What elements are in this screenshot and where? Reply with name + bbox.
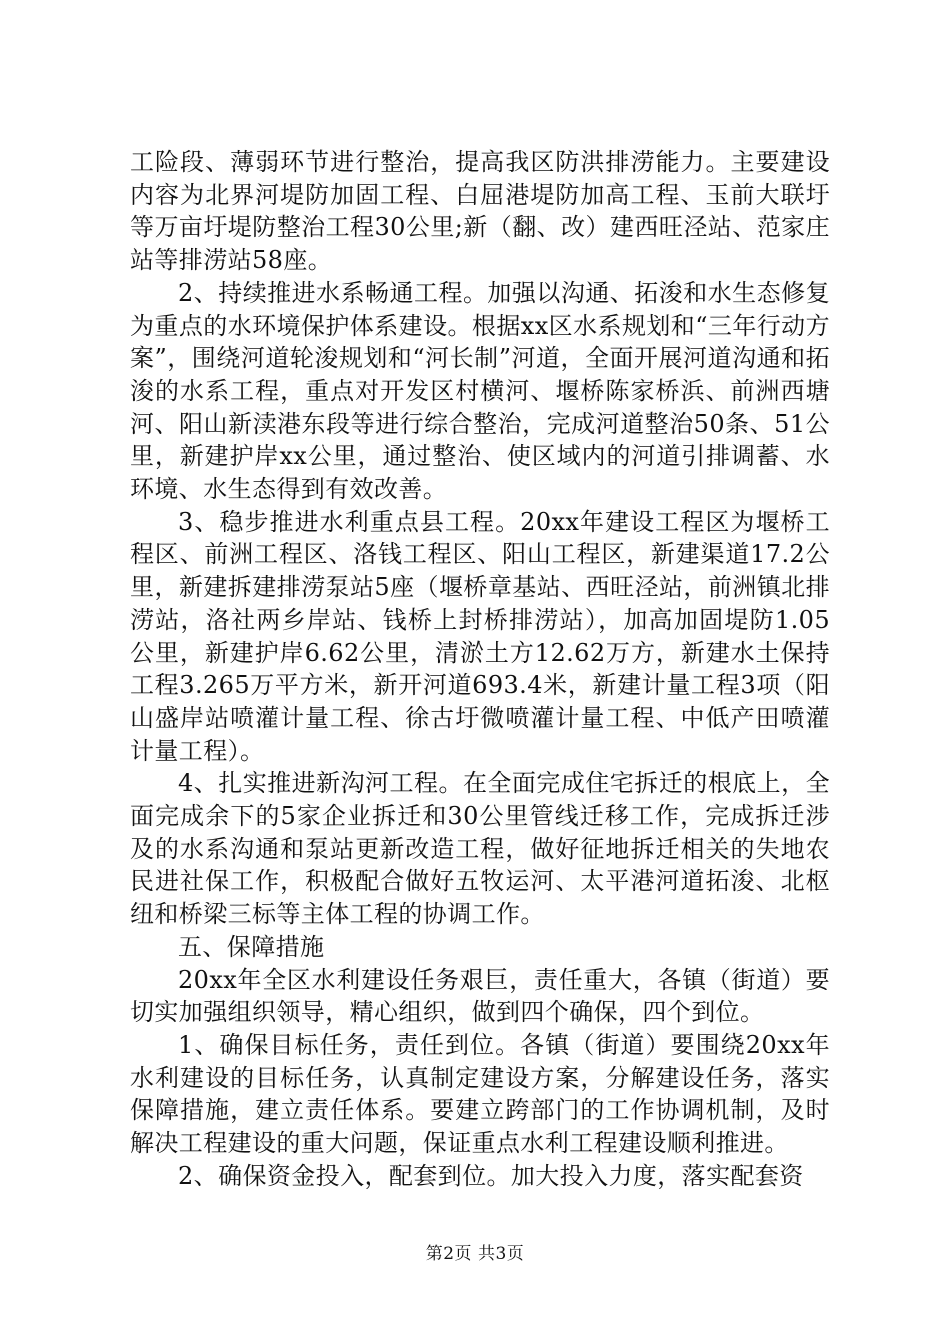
paragraph-key-county: 3、稳步推进水利重点县工程。20xx年建设工程区为堰桥工程区、前洲工程区、洛钱工程区、阳山工程区，新建渠道17.2公里，新建拆建排涝泵站5座（堰桥章基站、西旺泾站，前洲镇北排涝站，洛社两乡岸站、钱桥上封桥排涝站），加高加固堤防1.05公里，新建护岸6.62公里，清淤土方12.62万方，新建水土保持工程3.265万平方米，新开河道693.4米，新建计量工程3项（阳山盛岸站喷灌计量工程、徐古圩微喷灌计量工程、中低产田喷灌计量工程）。 bbox=[130, 507, 830, 765]
section-heading-safeguards: 五、保障措施 bbox=[178, 932, 325, 961]
paragraph-target-tasks: 1、确保目标任务，责任到位。各镇（街道）要围绕20xx年水利建设的目标任务，认真制定建设方案，分解建设任务，落实保障措施，建立责任体系。要建立跨部门的工作协调机制，及时解决工程建设的重大问题，保证重点水利工程建设顺利推进。 bbox=[130, 1030, 830, 1158]
paragraph-water-system: 2、持续推进水系畅通工程。加强以沟通、拓浚和水生态修复为重点的水环境保护体系建设。根据xx区水系规划和“三年行动方案”，围绕河道轮浚规划和“河长制”河道，全面开展河道沟通和拓浚的水系工程，重点对开发区村横河、堰桥陈家桥浜、前洲西塘河、阳山新渎港东段等进行综合整治，完成河道整治50条、51公里，新建护岸xx公里，通过整治、使区域内的河道引排调蓄、水环境、水生态得到有效改善。 bbox=[130, 278, 830, 504]
paragraph-continuation: 工险段、薄弱环节进行整治，提高我区防洪排涝能力。主要建设内容为北界河堤防加固工程、白屈港堤防加高工程、玉前大联圩等万亩圩堤防整治工程30公里;新（翻、改）建西旺泾站、范家庄站等排涝站58座。 bbox=[130, 148, 830, 275]
paragraph-safeguards-intro: 20xx年全区水利建设任务艰巨，责任重大，各镇（街道）要切实加强组织领导，精心组织，做到四个确保，四个到位。 bbox=[130, 965, 830, 1027]
paragraph-funding: 2、确保资金投入，配套到位。加大投入力度，落实配套资 bbox=[178, 1161, 804, 1190]
document-body bbox=[130, 146, 830, 1193]
paragraph-xingouhe: 4、扎实推进新沟河工程。在全面完成住宅拆迁的根底上，全面完成余下的5家企业拆迁和30公里管线迁移工作，完成拆迁涉及的水系沟通和泵站更新改造工程，做好征地拆迁相关的失地农民进社保工作，积极配合做好五牧运河、太平港河道拓浚、北枢纽和桥梁三标等主体工程的协调工作。 bbox=[130, 769, 830, 929]
page-footer: 第2页 共3页 bbox=[425, 1244, 525, 1264]
